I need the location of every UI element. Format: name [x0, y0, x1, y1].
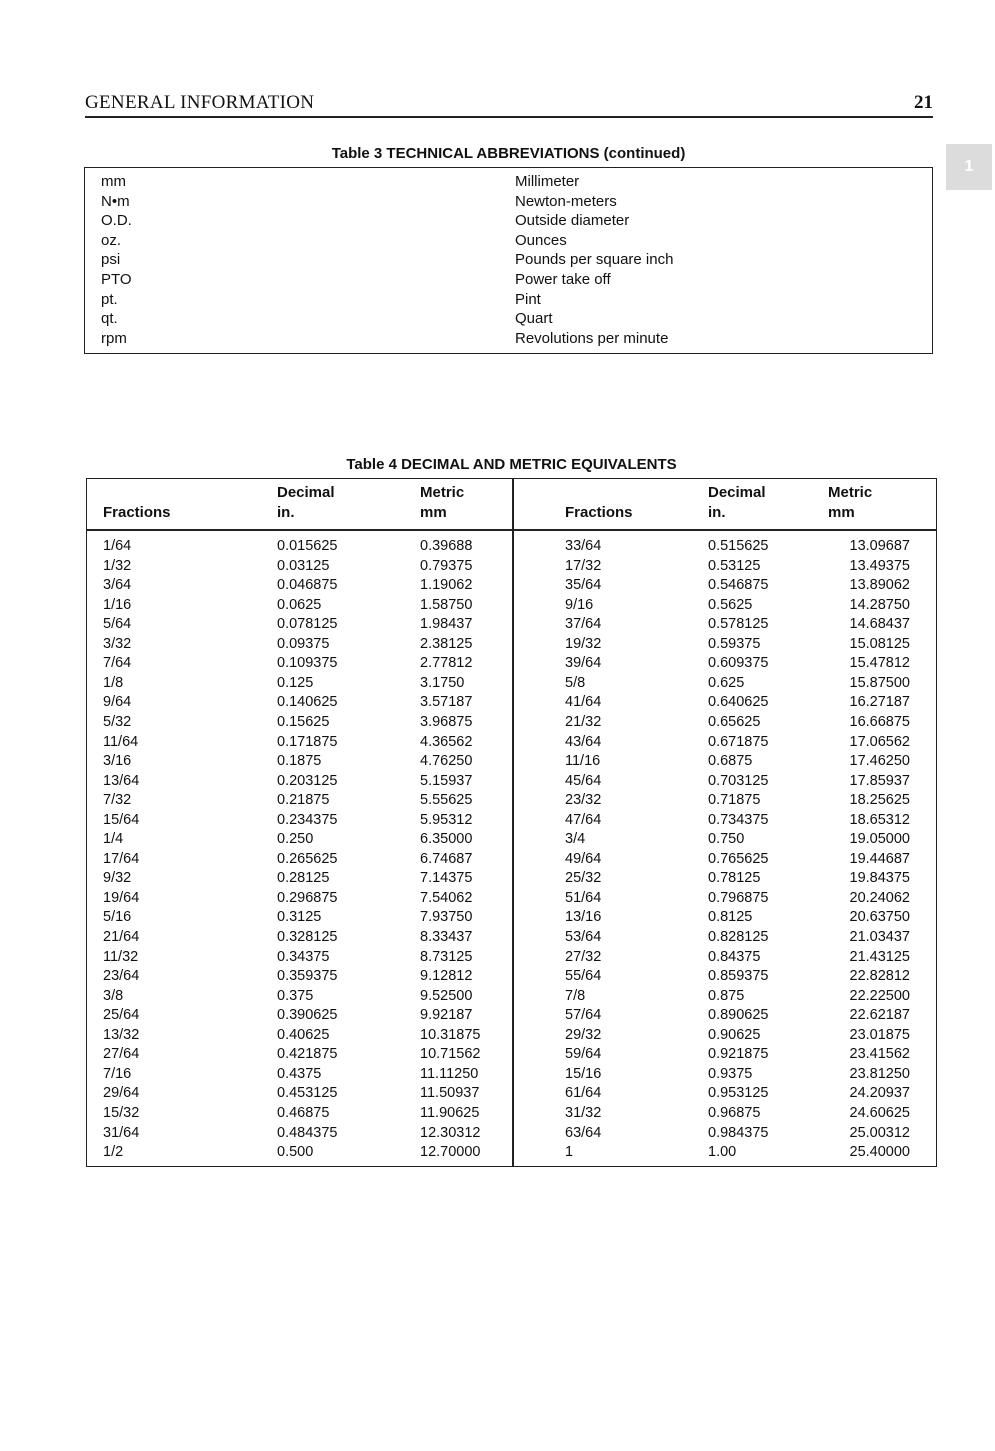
- metric-cell: 9.52500: [420, 987, 473, 1004]
- decimal-cell: 0.4375: [277, 1065, 322, 1082]
- decimal-cell: 0.140625: [277, 694, 338, 711]
- metric-cell: 14.28750: [849, 596, 910, 613]
- table-row: [87, 1065, 936, 1085]
- table-row: [87, 1124, 936, 1144]
- metric-cell: 23.81250: [849, 1065, 910, 1082]
- decimal-cell: 0.890625: [708, 1007, 769, 1024]
- fraction-cell: 23/64: [103, 968, 140, 985]
- fraction-cell: 19/64: [103, 889, 140, 906]
- table-row: [87, 928, 936, 948]
- fraction-cell: 11/32: [103, 948, 139, 965]
- metric-cell: 7.54062: [420, 889, 473, 906]
- meaning-cell: Power take off: [515, 271, 611, 288]
- metric-cell: 10.31875: [420, 1026, 481, 1043]
- decimal-cell: 0.59375: [708, 635, 761, 652]
- metric-cell: 11.11250: [420, 1065, 479, 1082]
- abbreviation-cell: pt.: [101, 290, 118, 308]
- metric-cell: 22.82812: [849, 968, 910, 985]
- abbreviation-cell: PTO: [101, 271, 132, 288]
- fraction-cell: 53/64: [565, 929, 602, 945]
- fraction-cell: 5/16: [103, 909, 132, 926]
- fraction-cell: 17/32: [565, 557, 602, 574]
- table-row: [87, 987, 936, 1007]
- table-row: [87, 1084, 936, 1104]
- metric-cell: 12.70000: [420, 1144, 481, 1161]
- meaning-cell: Quart: [515, 310, 553, 328]
- fraction-cell: 11/64: [103, 733, 139, 750]
- fraction-cell: 49/64: [565, 850, 602, 867]
- decimal-cell: 0.703125: [708, 772, 769, 789]
- fraction-cell: 21/32: [565, 713, 602, 730]
- fraction-cell: 3/64: [103, 577, 132, 594]
- metric-cell: 19.44687: [849, 850, 910, 867]
- fraction-cell: 29/64: [103, 1085, 140, 1102]
- decimal-cell: 0.421875: [277, 1046, 338, 1063]
- abbreviation-cell: rpm: [101, 329, 127, 347]
- fraction-cell: 7/64: [103, 655, 132, 672]
- header-decimal-left: Decimal: [277, 484, 335, 501]
- table-row: [87, 948, 936, 968]
- metric-cell: 16.27187: [849, 694, 910, 711]
- decimal-cell: 0.125: [277, 674, 314, 691]
- decimal-cell: 0.984375: [708, 1124, 769, 1141]
- decimal-cell: 0.375: [277, 987, 314, 1004]
- header-metric-unit-right: mm: [828, 504, 855, 521]
- metric-cell: 13.09687: [849, 538, 910, 554]
- metric-cell: 15.08125: [849, 635, 910, 652]
- metric-cell: 20.63750: [849, 909, 910, 926]
- metric-cell: 7.93750: [420, 909, 473, 926]
- table-row: [87, 791, 936, 811]
- fraction-cell: 15/64: [103, 811, 140, 828]
- metric-cell: 1.58750: [420, 596, 473, 613]
- decimal-cell: 0.953125: [708, 1085, 769, 1102]
- table-row: [87, 869, 936, 889]
- metric-cell: 15.47812: [849, 655, 910, 672]
- metric-cell: 2.38125: [420, 635, 473, 652]
- decimal-cell: 0.15625: [277, 713, 330, 730]
- abbreviation-cell: mm: [101, 173, 126, 190]
- fraction-cell: 9/32: [103, 870, 132, 887]
- fraction-cell: 5/32: [103, 713, 132, 730]
- fraction-cell: 23/32: [565, 792, 602, 809]
- fraction-cell: 55/64: [565, 968, 602, 985]
- header-fractions-right: Fractions: [565, 504, 633, 521]
- decimal-cell: 0.765625: [708, 850, 769, 867]
- table-row: [87, 635, 936, 655]
- meaning-cell: Pint: [515, 290, 541, 308]
- fraction-cell: 5/64: [103, 616, 132, 633]
- header-decimal-unit-left: in.: [277, 504, 295, 521]
- table-row: [87, 889, 936, 909]
- metric-cell: 19.84375: [849, 870, 910, 887]
- fraction-cell: 59/64: [565, 1046, 602, 1063]
- page-header: [85, 92, 933, 118]
- metric-cell: 16.66875: [849, 713, 910, 730]
- metric-cell: 17.46250: [849, 753, 910, 770]
- table3-abbreviations: [84, 167, 933, 354]
- table-row: [87, 537, 936, 557]
- decimal-cell: 0.8125: [708, 909, 753, 926]
- metric-cell: 13.89062: [849, 577, 910, 594]
- table-row: [87, 693, 936, 713]
- fraction-cell: 15/16: [565, 1065, 602, 1082]
- table-row: [87, 1104, 936, 1124]
- metric-cell: 3.57187: [420, 694, 473, 711]
- fraction-cell: 41/64: [565, 694, 602, 711]
- fraction-cell: 3/32: [103, 635, 132, 652]
- metric-cell: 9.92187: [420, 1007, 473, 1024]
- meaning-cell: Outside diameter: [515, 212, 630, 230]
- decimal-cell: 0.9375: [708, 1065, 753, 1082]
- metric-cell: 10.71562: [420, 1046, 481, 1063]
- fraction-cell: 19/32: [565, 635, 602, 652]
- decimal-cell: 0.734375: [708, 811, 769, 828]
- table-row: [87, 1045, 936, 1065]
- table-row: [87, 733, 936, 753]
- fraction-cell: 9/16: [565, 596, 594, 613]
- fraction-cell: 27/64: [103, 1046, 140, 1063]
- decimal-cell: 0.96875: [708, 1104, 761, 1121]
- metric-cell: 5.55625: [420, 792, 473, 809]
- metric-cell: 21.43125: [849, 948, 910, 965]
- decimal-cell: 0.203125: [277, 772, 338, 789]
- table-row: [87, 830, 936, 850]
- decimal-cell: 0.21875: [277, 792, 330, 809]
- page-number: 21: [914, 92, 933, 113]
- decimal-cell: 0.640625: [708, 694, 769, 711]
- table-row: [87, 1143, 936, 1163]
- fraction-cell: 13/32: [103, 1026, 140, 1043]
- decimal-cell: 0.390625: [277, 1007, 338, 1024]
- table-row: [87, 557, 936, 577]
- table-row: [87, 576, 936, 596]
- decimal-cell: 1.00: [708, 1144, 737, 1161]
- decimal-cell: 0.546875: [708, 577, 769, 594]
- decimal-cell: 0.046875: [277, 577, 338, 594]
- table4-caption: Table 4 DECIMAL AND METRIC EQUIVALENTS: [346, 456, 677, 473]
- fraction-cell: 17/64: [103, 850, 140, 867]
- decimal-cell: 0.3125: [277, 909, 322, 926]
- metric-cell: 22.62187: [849, 1007, 910, 1024]
- chapter-tab-marker: 1: [946, 144, 992, 190]
- fraction-cell: 1/64: [103, 538, 132, 554]
- abbreviation-cell: psi: [101, 251, 121, 269]
- decimal-cell: 0.625: [708, 674, 745, 691]
- decimal-cell: 0.0625: [277, 596, 322, 613]
- metric-cell: 6.74687: [420, 850, 473, 867]
- fraction-cell: 31/64: [103, 1124, 140, 1141]
- decimal-cell: 0.078125: [277, 616, 338, 633]
- metric-cell: 11.50937: [420, 1085, 480, 1102]
- metric-cell: 21.03437: [849, 929, 910, 945]
- header-metric-left: Metric: [420, 484, 465, 501]
- header-decimal-right: Decimal: [708, 484, 766, 501]
- abbreviation-cell: qt.: [101, 310, 118, 328]
- abbreviation-cell: N•m: [101, 192, 130, 210]
- table4-header-divider: [87, 529, 936, 531]
- metric-cell: 8.33437: [420, 929, 473, 945]
- table-row: [87, 713, 936, 733]
- fraction-cell: 5/8: [565, 674, 586, 691]
- decimal-cell: 0.53125: [708, 557, 761, 574]
- fraction-cell: 21/64: [103, 929, 140, 945]
- fraction-cell: 39/64: [565, 655, 602, 672]
- metric-cell: 4.76250: [420, 753, 473, 770]
- header-fractions-left: Fractions: [103, 504, 171, 521]
- fraction-cell: 7/16: [103, 1065, 132, 1082]
- decimal-cell: 0.28125: [277, 870, 330, 887]
- meaning-cell: Pounds per square inch: [515, 251, 674, 269]
- decimal-cell: 0.500: [277, 1144, 314, 1161]
- metric-cell: 24.60625: [849, 1104, 910, 1121]
- metric-cell: 0.39688: [420, 538, 473, 554]
- metric-cell: 3.96875: [420, 713, 473, 730]
- meaning-cell: Ounces: [515, 231, 567, 249]
- table-row: [87, 772, 936, 792]
- fraction-cell: 3/16: [103, 753, 132, 770]
- fraction-cell: 13/16: [565, 909, 602, 926]
- metric-cell: 12.30312: [420, 1124, 481, 1141]
- metric-cell: 17.85937: [849, 772, 910, 789]
- abbreviation-cell: oz.: [101, 231, 122, 249]
- header-metric-unit-left: mm: [420, 504, 447, 521]
- decimal-cell: 0.859375: [708, 968, 769, 985]
- decimal-cell: 0.5625: [708, 596, 753, 613]
- metric-cell: 1.19062: [420, 577, 473, 594]
- fraction-cell: 7/8: [565, 987, 586, 1004]
- table-row: [87, 752, 936, 772]
- decimal-cell: 0.109375: [277, 655, 338, 672]
- table-row: [87, 596, 936, 616]
- fraction-cell: 63/64: [565, 1124, 602, 1141]
- metric-cell: 3.1750: [420, 674, 465, 691]
- fraction-cell: 15/32: [103, 1104, 140, 1121]
- fraction-cell: 7/32: [103, 792, 132, 809]
- decimal-cell: 0.78125: [708, 870, 761, 887]
- fraction-cell: 25/32: [565, 870, 602, 887]
- decimal-cell: 0.921875: [708, 1046, 769, 1063]
- metric-cell: 18.25625: [849, 792, 910, 809]
- metric-cell: 25.40000: [849, 1144, 910, 1161]
- metric-cell: 24.20937: [849, 1085, 910, 1102]
- decimal-cell: 0.671875: [708, 733, 769, 750]
- metric-cell: 18.65312: [849, 811, 910, 828]
- metric-cell: 4.36562: [420, 733, 473, 750]
- decimal-cell: 0.90625: [708, 1026, 761, 1043]
- decimal-cell: 0.609375: [708, 655, 769, 672]
- metric-cell: 23.41562: [849, 1046, 910, 1063]
- table-row: [87, 654, 936, 674]
- decimal-cell: 0.250: [277, 831, 314, 848]
- fraction-cell: 3/8: [103, 987, 124, 1004]
- fraction-cell: 33/64: [565, 538, 602, 554]
- fraction-cell: 35/64: [565, 577, 602, 594]
- metric-cell: 22.22500: [849, 987, 910, 1004]
- abbreviation-cell: O.D.: [101, 212, 132, 230]
- metric-cell: 9.12812: [420, 968, 473, 985]
- decimal-cell: 0.34375: [277, 948, 330, 965]
- decimal-cell: 0.296875: [277, 889, 338, 906]
- fraction-cell: 61/64: [565, 1085, 602, 1102]
- table3-caption: Table 3 TECHNICAL ABBREVIATIONS (continued): [331, 145, 686, 162]
- metric-cell: 14.68437: [849, 616, 910, 633]
- metric-cell: 20.24062: [849, 889, 910, 906]
- meaning-cell: Newton-meters: [515, 192, 617, 210]
- fraction-cell: 37/64: [565, 616, 602, 633]
- metric-cell: 2.77812: [420, 655, 473, 672]
- decimal-cell: 0.515625: [708, 538, 769, 554]
- table-row: [87, 811, 936, 831]
- fraction-cell: 1/8: [103, 674, 124, 691]
- fraction-cell: 13/64: [103, 772, 140, 789]
- metric-cell: 11.90625: [420, 1104, 480, 1121]
- table-row: [87, 967, 936, 987]
- fraction-cell: 1/32: [103, 557, 132, 574]
- decimal-cell: 0.171875: [277, 733, 338, 750]
- decimal-cell: 0.40625: [277, 1026, 330, 1043]
- fraction-cell: 31/32: [565, 1104, 602, 1121]
- decimal-cell: 0.265625: [277, 850, 338, 867]
- fraction-cell: 1/4: [103, 831, 124, 848]
- metric-cell: 7.14375: [420, 870, 473, 887]
- decimal-cell: 0.015625: [277, 538, 338, 554]
- fraction-cell: 11/16: [565, 753, 601, 770]
- header-decimal-unit-right: in.: [708, 504, 726, 521]
- table-row: [87, 615, 936, 635]
- fraction-cell: 27/32: [565, 948, 602, 965]
- fraction-cell: 1/16: [103, 596, 132, 613]
- decimal-cell: 0.828125: [708, 929, 769, 945]
- decimal-cell: 0.6875: [708, 753, 753, 770]
- fraction-cell: 43/64: [565, 733, 602, 750]
- fraction-cell: 3/4: [565, 831, 586, 848]
- table-row: [87, 1026, 936, 1046]
- metric-cell: 5.15937: [420, 772, 473, 789]
- decimal-cell: 0.328125: [277, 929, 338, 945]
- metric-cell: 13.49375: [849, 557, 910, 574]
- metric-cell: 23.01875: [849, 1026, 910, 1043]
- section-title: GENERAL INFORMATION: [85, 92, 315, 113]
- meaning-cell: Revolutions per minute: [515, 329, 669, 347]
- table4-decimal-metric: [86, 478, 937, 1167]
- metric-cell: 1.98437: [420, 616, 473, 633]
- header-metric-right: Metric: [828, 484, 873, 501]
- decimal-cell: 0.09375: [277, 635, 330, 652]
- metric-cell: 8.73125: [420, 948, 473, 965]
- metric-cell: 17.06562: [849, 733, 910, 750]
- metric-cell: 19.05000: [849, 831, 910, 848]
- fraction-cell: 45/64: [565, 772, 602, 789]
- decimal-cell: 0.750: [708, 831, 745, 848]
- decimal-cell: 0.1875: [277, 753, 322, 770]
- metric-cell: 5.95312: [420, 811, 473, 828]
- metric-cell: 0.79375: [420, 557, 473, 574]
- decimal-cell: 0.46875: [277, 1104, 330, 1121]
- table-row: [87, 674, 936, 694]
- metric-cell: 25.00312: [849, 1124, 910, 1141]
- fraction-cell: 1/2: [103, 1144, 124, 1161]
- decimal-cell: 0.234375: [277, 811, 338, 828]
- table-row: [87, 1006, 936, 1026]
- decimal-cell: 0.484375: [277, 1124, 338, 1141]
- fraction-cell: 1: [565, 1144, 574, 1161]
- decimal-cell: 0.453125: [277, 1085, 338, 1102]
- fraction-cell: 47/64: [565, 811, 602, 828]
- table-row: [87, 850, 936, 870]
- decimal-cell: 0.84375: [708, 948, 761, 965]
- decimal-cell: 0.65625: [708, 713, 761, 730]
- decimal-cell: 0.71875: [708, 792, 761, 809]
- fraction-cell: 57/64: [565, 1007, 602, 1024]
- fraction-cell: 25/64: [103, 1007, 140, 1024]
- meaning-cell: Millimeter: [515, 173, 580, 190]
- fraction-cell: 29/32: [565, 1026, 602, 1043]
- metric-cell: 6.35000: [420, 831, 473, 848]
- decimal-cell: 0.03125: [277, 557, 330, 574]
- decimal-cell: 0.796875: [708, 889, 769, 906]
- metric-cell: 15.87500: [849, 674, 910, 691]
- decimal-cell: 0.578125: [708, 616, 769, 633]
- decimal-cell: 0.875: [708, 987, 745, 1004]
- fraction-cell: 51/64: [565, 889, 602, 906]
- decimal-cell: 0.359375: [277, 968, 338, 985]
- table-row: [87, 908, 936, 928]
- fraction-cell: 9/64: [103, 694, 132, 711]
